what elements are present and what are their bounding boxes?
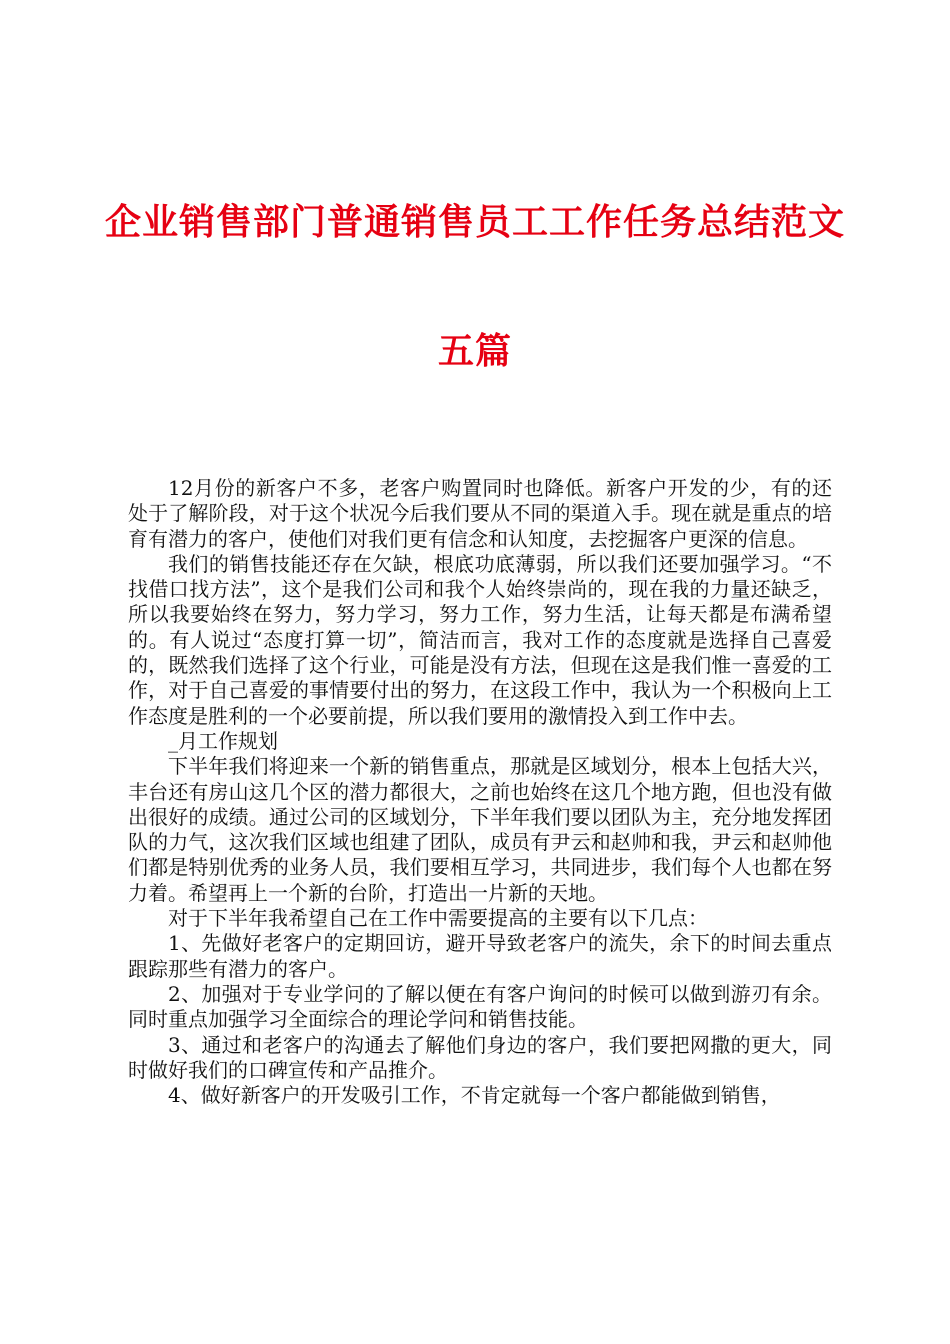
paragraph-8: 3、通过和老客户的沟通去了解他们身边的客户，我们要把网撒的更大，同时做好我们的口碑宣传和产品推介。 — [128, 1032, 832, 1082]
paragraph-6: 1、先做好老客户的定期回访，避开导致老客户的流失，余下的时间去重点跟踪那些有潜力的客户。 — [128, 931, 832, 981]
document-title — [100, 200, 850, 373]
paragraph-1: 12月份的新客户不多，老客户购置同时也降低。新客户开发的少，有的还处于了解阶段，对于这个状况今后我们要从不同的渠道入手。现在就是重点的培育有潜力的客户，使他们对我们更有信念和认知度，去挖掘客户更深的信息。 — [128, 476, 832, 551]
paragraph-7: 2、加强对于专业学问的了解以便在有客户询问的时候可以做到游刃有余。同时重点加强学习全面综合的理论学问和销售技能。 — [128, 981, 832, 1032]
paragraph-5: 对于下半年我希望自己在工作中需要提高的主要有以下几点： — [168, 906, 708, 931]
title-line-2: 五篇 — [437, 330, 512, 372]
paragraph-2: 我们的销售技能还存在欠缺，根底功底薄弱，所以我们还要加强学习。“不找借口找方法”，这个是我们公司和我个人始终崇尚的，现在我的力量还缺乏，所以我要始终在努力，努力学习，努力工作，努力生活，让每天都是布满希望的。有人说过“态度打算一切”，简洁而言，我对工作的态度就是选择自己喜爱的，既然我们选择了这个行业，可能是没有方法，但现在这是我们惟一喜爱的工作，对于自己喜爱的事情要付出的努力，在这段工作中，我认为一个积极向上工作态度是胜利的一个必要前提，所以我们要用的激情投入到工作中去。 — [128, 551, 832, 728]
paragraph-4: 下半年我们将迎来一个新的销售重点，那就是区域划分，根本上包括大兴，丰台还有房山这几个区的潜力都很大，之前也始终在这几个地方跑，但也没有做出很好的成绩。通过公司的区域划分，下半年我们要以团队为主，充分地发挥团队的力气，这次我们区域也组建了团队，成员有尹云和赵帅和我，尹云和赵帅他们都是特别优秀的业务人员，我们要相互学习，共同进步，我们每个人也都在努力着。希望再上一个新的台阶，打造出一片新的天地。 — [128, 754, 832, 905]
paragraph-3: _月工作规划 — [168, 728, 278, 753]
paragraph-9: 4、做好新客户的开发吸引工作，不肯定就每一个客户都能做到销售， — [168, 1083, 781, 1108]
title-line-1: 企业销售部门普通销售员工工作任务总结范文 — [104, 201, 845, 243]
document-body — [128, 476, 832, 1108]
